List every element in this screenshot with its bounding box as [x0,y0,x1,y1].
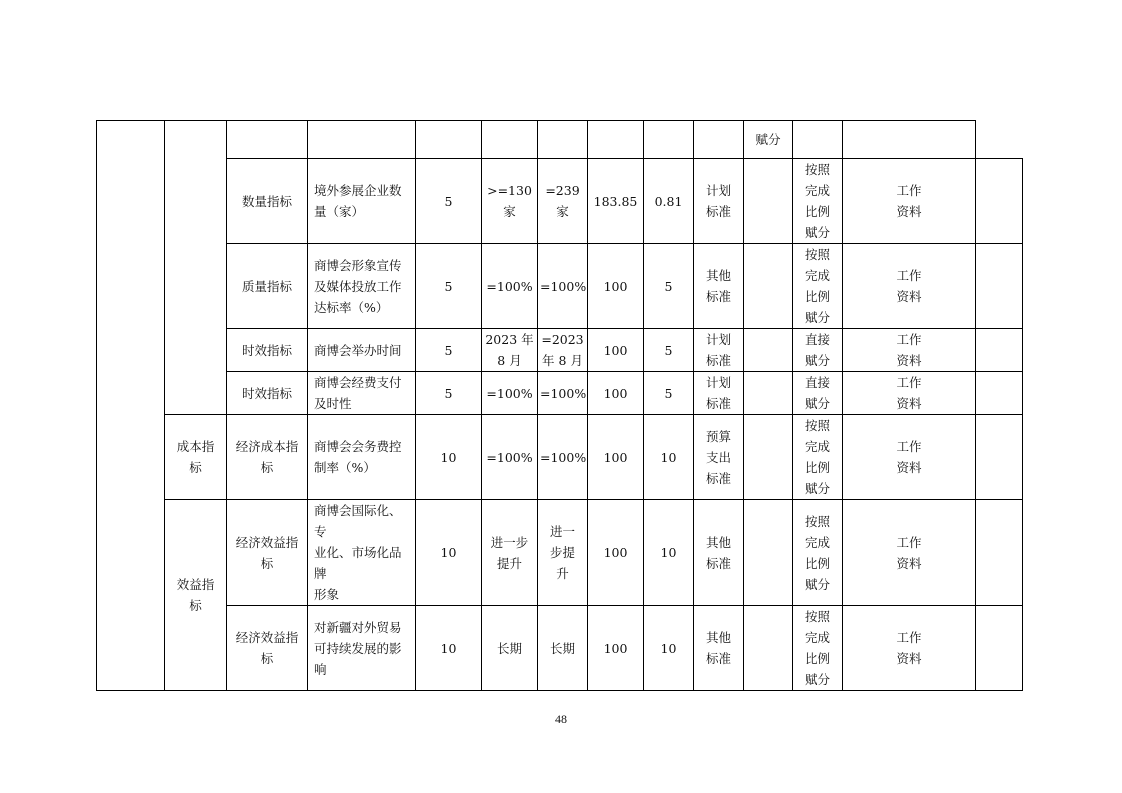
level3-indicator-cell [227,244,308,329]
data-source-cell [843,415,976,500]
level2-indicator-text: 成本指 标 [176,439,215,475]
score-text: 0.81 [654,193,683,209]
evaluation-basis-text: 计划 标准 [705,332,731,368]
score-text: 5 [664,278,673,294]
table-cell [744,159,793,244]
table-row [97,244,1023,329]
completion-rate-text: 100 [603,640,628,656]
level3-indicator-text: 经济效益指 标 [235,630,299,666]
table-row [97,415,1023,500]
table-cell [744,415,793,500]
score-cell [644,415,694,500]
completion-rate-text: 100 [603,385,628,401]
score-text: 10 [660,545,677,560]
score-text: 5 [664,385,673,401]
target-value-text: >=130 家 [487,183,532,219]
indicator-description-cell [308,500,416,606]
target-value-text: =100% [486,385,533,401]
remarks-cell [976,415,1023,500]
scoring-method-cell [793,159,843,244]
level3-indicator-text: 时效指标 [241,385,292,401]
evaluation-basis-text: 计划 标准 [705,375,731,411]
scoring-method-text: 赋分 [755,132,781,147]
actual-value-text: =100% [540,385,587,401]
completion-rate-cell [588,159,644,244]
weight-cell [416,159,482,244]
scoring-method-text: 按照 完成 比例 赋分 [804,609,830,687]
weight-cell [416,329,482,372]
data-source-text: 工作 资料 [896,332,922,368]
data-source-cell [843,244,976,329]
indicator-description-cell [308,244,416,329]
table-cell [744,500,793,606]
level3-indicator-text: 质量指标 [241,278,292,294]
evaluation-basis-cell [694,159,744,244]
actual-value-text: 长期 [549,640,575,656]
evaluation-basis-cell [694,329,744,372]
target-value-cell [482,329,538,372]
evaluation-basis-text: 预算 支出 标准 [705,428,731,486]
table-cell [744,606,793,691]
actual-value-cell [538,415,588,500]
data-source-text: 工作 资料 [896,439,922,475]
remarks-cell [976,372,1023,415]
indicator-description-cell [308,415,416,500]
indicator-description-text: 商博会国际化、专 业化、市场化品牌 形象 [314,503,402,602]
target-value-cell [482,415,538,500]
table-row [97,121,1023,159]
scoring-method-text: 按照 完成 比例 赋分 [804,247,830,325]
evaluation-basis-text: 计划 标准 [705,183,731,219]
data-source-text: 工作 资料 [896,268,922,304]
actual-value-text: =100% [540,278,587,294]
scoring-method-text: 按照 完成 比例 赋分 [804,418,830,496]
level2-indicator-cell [165,415,227,500]
scoring-method-cell [793,244,843,329]
category-level2-cell [165,121,227,415]
target-value-cell [482,606,538,691]
evaluation-basis-text: 其他 标准 [705,534,731,571]
indicator-description-cell [308,372,416,415]
evaluation-basis-cell [694,500,744,606]
level3-indicator-cell [227,372,308,415]
table-cell [644,121,694,159]
page-number: 48 [555,712,567,726]
evaluation-basis-cell [694,372,744,415]
score-cell [644,329,694,372]
evaluation-basis-cell [694,244,744,329]
remarks-cell [976,606,1023,691]
level3-indicator-text: 经济成本指 标 [235,439,299,475]
remarks-cell [976,329,1023,372]
completion-rate-text: 100 [603,545,628,560]
score-cell [644,372,694,415]
target-value-cell [482,500,538,606]
completion-rate-cell [588,415,644,500]
table-cell [538,121,588,159]
table-cell [588,121,644,159]
indicator-description-text: 商博会形象宣传 及媒体投放工作 达标率（%） [314,257,402,315]
indicator-description-cell [308,606,416,691]
target-value-text: =100% [486,449,533,465]
evaluation-basis-cell [694,415,744,500]
indicator-description-text: 商博会举办时间 [314,342,402,358]
weight-cell [416,415,482,500]
target-value-cell [482,244,538,329]
score-cell [644,244,694,329]
indicator-description-cell [308,159,416,244]
data-source-cell [843,372,976,415]
scoring-method-cell [793,415,843,500]
table-row [97,606,1023,691]
target-value-text: 长期 [496,640,522,656]
performance-indicator-table [96,120,1023,691]
weight-text: 5 [444,278,453,294]
table-row [97,500,1023,606]
scoring-method-cell [793,606,843,691]
scoring-method-text: 按照 完成 比例 赋分 [804,162,830,240]
level3-indicator-text: 经济效益指 标 [235,534,299,571]
weight-text: 5 [444,342,453,358]
evaluation-basis-text: 其他 标准 [705,268,731,304]
score-cell [644,159,694,244]
table-cell [308,121,416,159]
actual-value-cell [538,329,588,372]
data-source-text: 工作 资料 [896,534,922,571]
table-cell [416,121,482,159]
score-text: 5 [664,342,673,358]
scoring-method-cell [793,329,843,372]
scoring-method-text: 按照 完成 比例 赋分 [804,513,830,592]
level3-indicator-cell [227,329,308,372]
weight-cell [416,606,482,691]
scoring-method-cell [793,500,843,606]
completion-rate-cell [588,244,644,329]
actual-value-text: =100% [540,449,587,465]
evaluation-basis-text: 其他 标准 [705,630,731,666]
category-level1-cell [97,121,165,691]
weight-cell [416,500,482,606]
remarks-cell [976,500,1023,606]
table-cell [744,244,793,329]
actual-value-cell [538,159,588,244]
weight-cell [416,244,482,329]
weight-text: 10 [440,545,457,560]
score-text: 10 [660,640,677,656]
table-cell [694,121,744,159]
actual-value-text: =2023 年 8 月 [541,332,584,368]
remarks-cell [843,121,976,159]
level3-indicator-cell [227,159,308,244]
remarks-cell [976,159,1023,244]
indicator-description-text: 境外参展企业数 量（家） [314,183,402,219]
table-cell [744,329,793,372]
completion-rate-cell [588,329,644,372]
target-value-text: =100% [486,278,533,294]
data-source-cell [843,500,976,606]
data-source-text: 工作 资料 [896,630,922,666]
data-source-cell [843,159,976,244]
table-cell [482,121,538,159]
data-source-text: 工作 资料 [896,183,922,219]
data-source-cell [843,329,976,372]
level3-indicator-cell [227,500,308,606]
score-text: 10 [660,449,677,465]
completion-rate-text: 100 [603,342,628,358]
table-cell [227,121,308,159]
level2-indicator-cell [165,500,227,691]
table-cell [793,121,843,159]
scoring-method-text: 直接 赋分 [804,332,830,368]
level2-indicator-text: 效益指 标 [176,577,215,613]
evaluation-basis-cell [694,606,744,691]
scoring-method-text: 直接 赋分 [804,375,830,411]
indicator-description-cell [308,329,416,372]
actual-value-cell [538,244,588,329]
table-row [97,159,1023,244]
completion-rate-cell [588,606,644,691]
actual-value-cell [538,500,588,606]
target-value-text: 2023 年 8 月 [485,332,534,368]
scoring-method-cell [793,372,843,415]
score-cell [644,606,694,691]
weight-text: 5 [444,385,453,401]
target-value-cell [482,159,538,244]
data-source-cell [843,606,976,691]
remarks-cell [976,244,1023,329]
completion-rate-text: 100 [603,278,628,294]
scoring-method-cell [744,121,793,159]
weight-cell [416,372,482,415]
score-cell [644,500,694,606]
indicator-description-text: 商博会经费支付 及时性 [314,375,402,411]
completion-rate-text: 100 [603,449,628,465]
completion-rate-cell [588,372,644,415]
level3-indicator-cell [227,606,308,691]
actual-value-cell [538,606,588,691]
indicator-description-text: 商博会会务费控 制率（%） [314,439,402,475]
table-row [97,329,1023,372]
actual-value-text: 进一 步提 升 [549,524,575,581]
table-row [97,372,1023,415]
actual-value-cell [538,372,588,415]
level3-indicator-text: 数量指标 [241,193,292,209]
weight-text: 10 [440,640,457,656]
target-value-text: 进一步 提升 [490,534,529,571]
target-value-cell [482,372,538,415]
completion-rate-text: 183.85 [593,193,638,209]
weight-text: 10 [440,449,457,465]
level3-indicator-text: 时效指标 [241,342,292,358]
table-cell [744,372,793,415]
weight-text: 5 [444,193,453,209]
level3-indicator-cell [227,415,308,500]
indicator-description-text: 对新疆对外贸易 可持续发展的影 响 [314,619,402,677]
actual-value-text: =239 家 [545,183,580,219]
data-source-text: 工作 资料 [896,375,922,411]
completion-rate-cell [588,500,644,606]
